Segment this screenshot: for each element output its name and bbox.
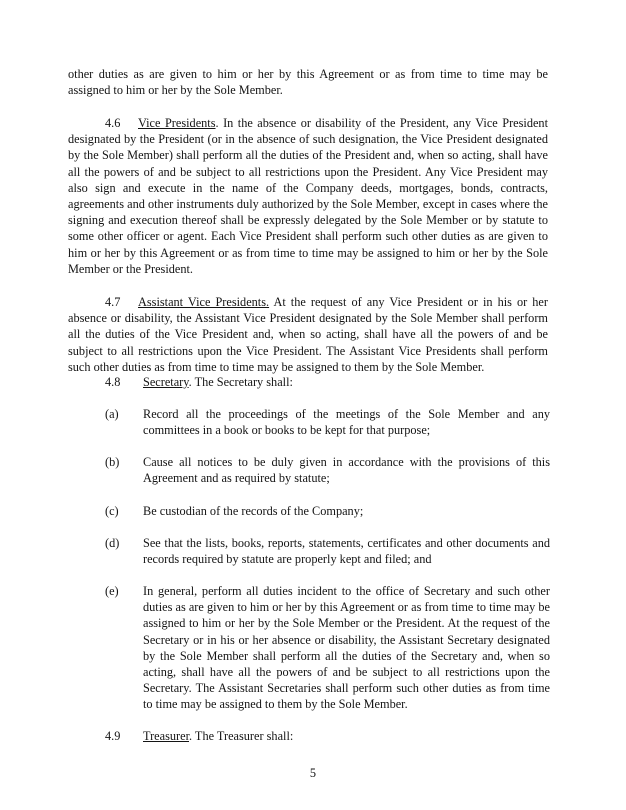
item-text: Record all the proceedings of the meetings of the Sole Member and any committees in a book or books to be kept for that purpose; — [143, 407, 550, 438]
item-label: (a) — [105, 407, 119, 421]
section-4-7 — [68, 294, 548, 375]
item-text: Cause all notices to be duly given in accordance with the provisions of this Agreement and as required by statute; — [143, 455, 550, 486]
section-4-8-heading — [105, 374, 293, 390]
item-text: In general, perform all duties incident to the office of Secretary and such other duties as are given to him or her by this Agreement or as from time to time may be assigned to him or her by the Sole Member or the President. At the request of the Secretary or in his or her absence or disability, the Assistant Secretary designated by the Sole Member shall perform all the duties of the Secretary and, when so acting, shall have all the powers of and be subject to all restrictions upon the Secretary. The Assistant Secretaries shall perform such other duties as from time to time may be assigned to them by the Sole Member. — [143, 584, 550, 712]
opening-paragraph: other duties as are given to him or her by this Agreement or as from time to time may be assigned to him or her by the Sole Member. — [68, 67, 548, 98]
section-intro: . The Secretary shall: — [188, 375, 293, 389]
section-title: Vice Presidents — [138, 116, 216, 130]
section-body: At the request of any Vice President or in his or her absence or disability, the Assistant Vice President designated by the Sole Member shall perform all the duties of the Vice President and, when so acting, shall have all the powers of and be subject to all restrictions upon the Vice President. The Assistant Vice Presidents shall perform such other duties as from time to time may be assigned to them by the Sole Member. — [68, 295, 548, 374]
section-intro: . The Treasurer shall: — [189, 729, 294, 743]
list-item — [105, 583, 550, 713]
item-label: (d) — [105, 536, 120, 550]
list-item — [105, 454, 550, 486]
list-item — [105, 406, 550, 438]
item-text: Be custodian of the records of the Company; — [143, 504, 364, 518]
page-number: 5 — [309, 766, 317, 780]
section-4-9-heading — [105, 728, 293, 744]
item-label: (b) — [105, 455, 120, 469]
section-title: Secretary — [143, 375, 189, 389]
section-number: 4.6 — [105, 116, 121, 130]
section-number: 4.9 — [105, 729, 121, 743]
section-number: 4.8 — [105, 375, 121, 389]
section-body: . In the absence or disability of the President, any Vice President designated by the President (or in the absence of such designation, the Vice President designated by the Sole Member) shall perform all the duties of the President and, when so acting, shall have all the powers of and be subject to all restrictions upon the President. Any Vice President may also sign and execute in the name of the Company deeds, mortgages, bonds, contracts, agreements and other instruments duly authorized by the Sole Member, except in cases where the signing and execution thereof shall be expressly delegated by the Sole Member or by statute to some other officer or agent. Each Vice President shall perform such other duties as are given to him or her by this Agreement or as from time to time may be assigned to him or her by the Sole Member or the President. — [68, 116, 548, 276]
list-item — [105, 535, 550, 567]
section-title: Assistant Vice Presidents. — [138, 295, 270, 309]
item-label: (e) — [105, 584, 119, 598]
section-number: 4.7 — [105, 295, 121, 309]
item-text: See that the lists, books, reports, statements, certificates and other documents and records required by statute are properly kept and filed; and — [143, 536, 550, 567]
section-4-6 — [68, 115, 548, 277]
section-title: Treasurer — [143, 729, 189, 743]
list-item — [105, 503, 550, 519]
item-label: (c) — [105, 504, 119, 518]
